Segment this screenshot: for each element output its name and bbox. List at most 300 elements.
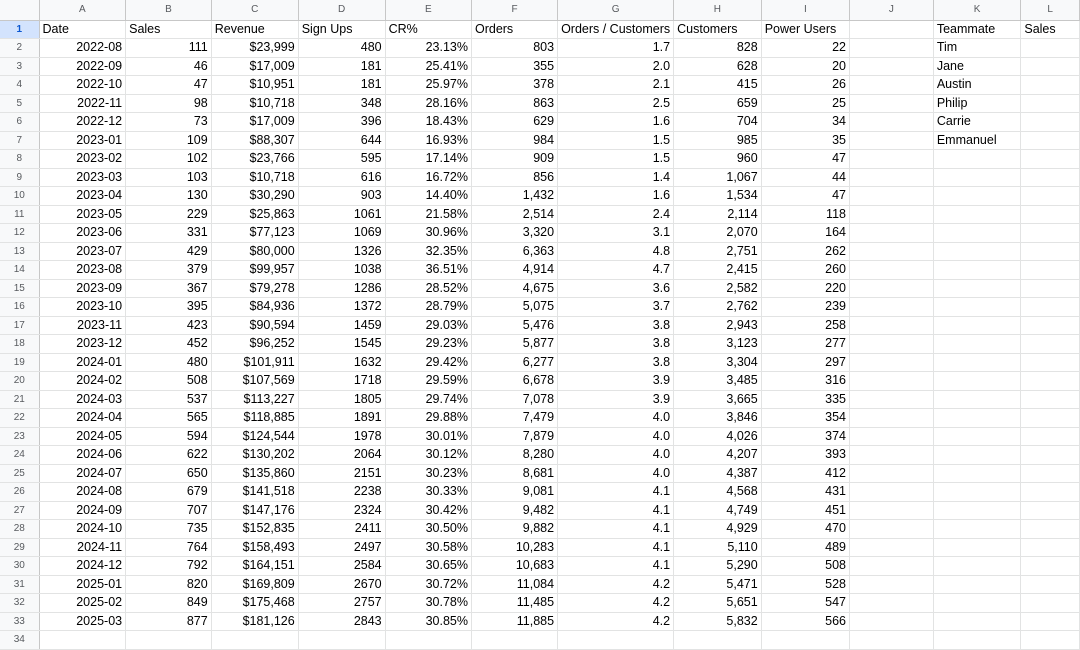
cell[interactable]: 644 bbox=[298, 131, 385, 150]
cell[interactable] bbox=[849, 612, 933, 631]
cell[interactable]: 4,675 bbox=[471, 279, 557, 298]
cell[interactable] bbox=[849, 483, 933, 502]
cell[interactable]: 792 bbox=[126, 557, 212, 576]
select-all-corner[interactable] bbox=[0, 0, 39, 20]
cell[interactable] bbox=[933, 390, 1021, 409]
row-number[interactable]: 23 bbox=[0, 427, 39, 446]
cell[interactable]: 109 bbox=[126, 131, 212, 150]
cell[interactable]: $10,718 bbox=[211, 168, 298, 187]
cell[interactable]: $152,835 bbox=[211, 520, 298, 539]
cell[interactable] bbox=[674, 631, 762, 650]
cell[interactable]: 3.8 bbox=[558, 316, 674, 335]
cell[interactable]: 659 bbox=[674, 94, 762, 113]
cell[interactable]: 628 bbox=[674, 57, 762, 76]
cell[interactable]: 396 bbox=[298, 113, 385, 132]
cell[interactable] bbox=[933, 612, 1021, 631]
cell[interactable]: 2023-11 bbox=[39, 316, 126, 335]
cell[interactable]: 348 bbox=[298, 94, 385, 113]
cell[interactable]: 2064 bbox=[298, 446, 385, 465]
cell[interactable]: 2022-09 bbox=[39, 57, 126, 76]
row-number[interactable]: 2 bbox=[0, 39, 39, 58]
cell[interactable] bbox=[1021, 76, 1080, 95]
cell[interactable] bbox=[849, 39, 933, 58]
cell[interactable]: 480 bbox=[126, 353, 212, 372]
cell[interactable] bbox=[471, 631, 557, 650]
cell[interactable] bbox=[1021, 575, 1080, 594]
row-number[interactable]: 10 bbox=[0, 187, 39, 206]
cell[interactable]: 73 bbox=[126, 113, 212, 132]
cell[interactable]: $79,278 bbox=[211, 279, 298, 298]
cell[interactable]: 30.72% bbox=[385, 575, 471, 594]
cell[interactable]: 3,485 bbox=[674, 372, 762, 391]
cell[interactable]: 2024-06 bbox=[39, 446, 126, 465]
cell[interactable]: 9,882 bbox=[471, 520, 557, 539]
cell[interactable]: 9,482 bbox=[471, 501, 557, 520]
cell[interactable]: 11,485 bbox=[471, 594, 557, 613]
cell[interactable] bbox=[849, 501, 933, 520]
cell[interactable]: 3,665 bbox=[674, 390, 762, 409]
cell[interactable]: 595 bbox=[298, 150, 385, 169]
cell[interactable]: 393 bbox=[761, 446, 849, 465]
header-cell[interactable]: Sign Ups bbox=[298, 20, 385, 39]
cell[interactable] bbox=[1021, 224, 1080, 243]
cell[interactable]: 335 bbox=[761, 390, 849, 409]
cell[interactable]: 679 bbox=[126, 483, 212, 502]
cell[interactable] bbox=[933, 594, 1021, 613]
cell[interactable]: 9,081 bbox=[471, 483, 557, 502]
cell[interactable] bbox=[933, 557, 1021, 576]
cell[interactable] bbox=[1021, 39, 1080, 58]
cell[interactable]: 2324 bbox=[298, 501, 385, 520]
cell[interactable]: 7,078 bbox=[471, 390, 557, 409]
row-number[interactable]: 8 bbox=[0, 150, 39, 169]
cell[interactable] bbox=[933, 242, 1021, 261]
cell[interactable] bbox=[849, 150, 933, 169]
row-number[interactable]: 27 bbox=[0, 501, 39, 520]
row-number[interactable]: 28 bbox=[0, 520, 39, 539]
row-number[interactable]: 33 bbox=[0, 612, 39, 631]
column-header[interactable]: C bbox=[211, 0, 298, 20]
cell[interactable]: 2024-11 bbox=[39, 538, 126, 557]
cell[interactable]: Emmanuel bbox=[933, 131, 1021, 150]
cell[interactable]: 489 bbox=[761, 538, 849, 557]
cell[interactable] bbox=[933, 187, 1021, 206]
cell[interactable]: 1326 bbox=[298, 242, 385, 261]
cell[interactable]: 1038 bbox=[298, 261, 385, 280]
cell[interactable]: 1459 bbox=[298, 316, 385, 335]
cell[interactable]: 2023-04 bbox=[39, 187, 126, 206]
cell[interactable]: 2023-06 bbox=[39, 224, 126, 243]
cell[interactable] bbox=[1021, 446, 1080, 465]
cell[interactable]: 2022-12 bbox=[39, 113, 126, 132]
cell[interactable] bbox=[933, 427, 1021, 446]
cell[interactable]: 537 bbox=[126, 390, 212, 409]
cell[interactable]: 4,914 bbox=[471, 261, 557, 280]
cell[interactable]: 47 bbox=[126, 76, 212, 95]
cell[interactable]: 480 bbox=[298, 39, 385, 58]
header-cell[interactable]: Customers bbox=[674, 20, 762, 39]
column-header[interactable]: F bbox=[471, 0, 557, 20]
cell[interactable]: 5,290 bbox=[674, 557, 762, 576]
cell[interactable]: 2670 bbox=[298, 575, 385, 594]
cell[interactable] bbox=[849, 594, 933, 613]
cell[interactable]: 30.50% bbox=[385, 520, 471, 539]
cell[interactable]: 828 bbox=[674, 39, 762, 58]
cell[interactable]: $158,493 bbox=[211, 538, 298, 557]
cell[interactable]: 2238 bbox=[298, 483, 385, 502]
cell[interactable]: 2,762 bbox=[674, 298, 762, 317]
cell[interactable]: 4.8 bbox=[558, 242, 674, 261]
cell[interactable] bbox=[933, 575, 1021, 594]
row-number[interactable]: 3 bbox=[0, 57, 39, 76]
cell[interactable]: 2022-11 bbox=[39, 94, 126, 113]
header-cell[interactable]: Revenue bbox=[211, 20, 298, 39]
cell[interactable] bbox=[1021, 464, 1080, 483]
cell[interactable]: 3,304 bbox=[674, 353, 762, 372]
cell[interactable]: $17,009 bbox=[211, 57, 298, 76]
column-header[interactable]: H bbox=[674, 0, 762, 20]
cell[interactable]: 118 bbox=[761, 205, 849, 224]
cell[interactable]: 7,479 bbox=[471, 409, 557, 428]
cell[interactable]: $96,252 bbox=[211, 335, 298, 354]
cell[interactable]: 5,832 bbox=[674, 612, 762, 631]
cell[interactable]: 3,846 bbox=[674, 409, 762, 428]
cell[interactable]: 2024-10 bbox=[39, 520, 126, 539]
cell[interactable]: 803 bbox=[471, 39, 557, 58]
cell[interactable]: 1545 bbox=[298, 335, 385, 354]
cell[interactable]: 395 bbox=[126, 298, 212, 317]
cell[interactable]: 1.6 bbox=[558, 187, 674, 206]
cell[interactable]: 470 bbox=[761, 520, 849, 539]
row-number[interactable]: 11 bbox=[0, 205, 39, 224]
cell[interactable] bbox=[1021, 631, 1080, 650]
cell[interactable]: 11,084 bbox=[471, 575, 557, 594]
cell[interactable]: 2024-03 bbox=[39, 390, 126, 409]
row-number[interactable]: 25 bbox=[0, 464, 39, 483]
cell[interactable]: 508 bbox=[126, 372, 212, 391]
cell[interactable]: 2757 bbox=[298, 594, 385, 613]
cell[interactable]: 985 bbox=[674, 131, 762, 150]
header-cell[interactable]: Orders bbox=[471, 20, 557, 39]
cell[interactable]: 1.5 bbox=[558, 150, 674, 169]
cell[interactable]: 2,943 bbox=[674, 316, 762, 335]
cell[interactable]: 622 bbox=[126, 446, 212, 465]
cell[interactable]: 7,879 bbox=[471, 427, 557, 446]
cell[interactable]: 14.40% bbox=[385, 187, 471, 206]
cell[interactable]: 2022-10 bbox=[39, 76, 126, 95]
cell[interactable]: 2411 bbox=[298, 520, 385, 539]
cell[interactable]: $135,860 bbox=[211, 464, 298, 483]
cell[interactable]: 849 bbox=[126, 594, 212, 613]
cell[interactable]: $169,809 bbox=[211, 575, 298, 594]
row-number[interactable]: 12 bbox=[0, 224, 39, 243]
cell[interactable]: $141,518 bbox=[211, 483, 298, 502]
cell[interactable]: 2.5 bbox=[558, 94, 674, 113]
cell[interactable] bbox=[1021, 94, 1080, 113]
cell[interactable]: 1,067 bbox=[674, 168, 762, 187]
cell[interactable]: 30.01% bbox=[385, 427, 471, 446]
cell[interactable]: 4.7 bbox=[558, 261, 674, 280]
cell[interactable] bbox=[761, 631, 849, 650]
column-header[interactable]: I bbox=[761, 0, 849, 20]
cell[interactable]: $80,000 bbox=[211, 242, 298, 261]
cell[interactable]: 4,568 bbox=[674, 483, 762, 502]
cell[interactable]: 3,320 bbox=[471, 224, 557, 243]
cell[interactable] bbox=[849, 187, 933, 206]
row-number[interactable]: 6 bbox=[0, 113, 39, 132]
row-number[interactable]: 20 bbox=[0, 372, 39, 391]
cell[interactable]: 6,363 bbox=[471, 242, 557, 261]
row-number[interactable]: 14 bbox=[0, 261, 39, 280]
cell[interactable] bbox=[1021, 113, 1080, 132]
cell[interactable]: 29.59% bbox=[385, 372, 471, 391]
cell[interactable] bbox=[849, 94, 933, 113]
cell[interactable] bbox=[849, 464, 933, 483]
cell[interactable]: Carrie bbox=[933, 113, 1021, 132]
cell[interactable]: 260 bbox=[761, 261, 849, 280]
cell[interactable] bbox=[849, 427, 933, 446]
cell[interactable] bbox=[1021, 353, 1080, 372]
cell[interactable]: 258 bbox=[761, 316, 849, 335]
row-number[interactable]: 15 bbox=[0, 279, 39, 298]
header-cell[interactable]: Teammate bbox=[933, 20, 1021, 39]
cell[interactable]: Philip bbox=[933, 94, 1021, 113]
cell[interactable]: 374 bbox=[761, 427, 849, 446]
cell[interactable]: 2023-09 bbox=[39, 279, 126, 298]
cell[interactable]: 4,207 bbox=[674, 446, 762, 465]
cell[interactable]: $10,951 bbox=[211, 76, 298, 95]
column-header[interactable]: D bbox=[298, 0, 385, 20]
cell[interactable] bbox=[1021, 279, 1080, 298]
cell[interactable]: 451 bbox=[761, 501, 849, 520]
cell[interactable] bbox=[385, 631, 471, 650]
cell[interactable]: 1978 bbox=[298, 427, 385, 446]
cell[interactable] bbox=[1021, 316, 1080, 335]
cell[interactable] bbox=[849, 316, 933, 335]
row-number[interactable]: 30 bbox=[0, 557, 39, 576]
cell[interactable]: 17.14% bbox=[385, 150, 471, 169]
cell[interactable]: 1372 bbox=[298, 298, 385, 317]
cell[interactable]: 379 bbox=[126, 261, 212, 280]
cell[interactable] bbox=[933, 501, 1021, 520]
column-header[interactable]: A bbox=[39, 0, 126, 20]
cell[interactable]: 30.58% bbox=[385, 538, 471, 557]
column-header[interactable]: J bbox=[849, 0, 933, 20]
cell[interactable]: 316 bbox=[761, 372, 849, 391]
cell[interactable]: 2584 bbox=[298, 557, 385, 576]
cell[interactable]: 47 bbox=[761, 150, 849, 169]
cell[interactable] bbox=[933, 464, 1021, 483]
cell[interactable]: 47 bbox=[761, 187, 849, 206]
cell[interactable]: 3.6 bbox=[558, 279, 674, 298]
cell[interactable]: 4.0 bbox=[558, 409, 674, 428]
cell[interactable]: 28.79% bbox=[385, 298, 471, 317]
row-number[interactable]: 5 bbox=[0, 94, 39, 113]
cell[interactable]: 181 bbox=[298, 76, 385, 95]
cell[interactable]: 8,280 bbox=[471, 446, 557, 465]
cell[interactable]: 2024-09 bbox=[39, 501, 126, 520]
cell[interactable]: $113,227 bbox=[211, 390, 298, 409]
cell[interactable]: 18.43% bbox=[385, 113, 471, 132]
cell[interactable]: 4.2 bbox=[558, 594, 674, 613]
cell[interactable]: 355 bbox=[471, 57, 557, 76]
cell[interactable] bbox=[849, 224, 933, 243]
cell[interactable] bbox=[849, 131, 933, 150]
cell[interactable]: 29.42% bbox=[385, 353, 471, 372]
cell[interactable]: 565 bbox=[126, 409, 212, 428]
cell[interactable]: 2843 bbox=[298, 612, 385, 631]
cell[interactable]: $130,202 bbox=[211, 446, 298, 465]
cell[interactable]: 8,681 bbox=[471, 464, 557, 483]
cell[interactable]: 4,749 bbox=[674, 501, 762, 520]
cell[interactable]: 4.1 bbox=[558, 557, 674, 576]
cell[interactable]: 30.85% bbox=[385, 612, 471, 631]
column-header[interactable]: E bbox=[385, 0, 471, 20]
row-number[interactable]: 21 bbox=[0, 390, 39, 409]
cell[interactable] bbox=[933, 224, 1021, 243]
cell[interactable]: 856 bbox=[471, 168, 557, 187]
cell[interactable]: 32.35% bbox=[385, 242, 471, 261]
cell[interactable]: 4,026 bbox=[674, 427, 762, 446]
cell[interactable]: 5,476 bbox=[471, 316, 557, 335]
cell[interactable]: 6,277 bbox=[471, 353, 557, 372]
cell[interactable]: 594 bbox=[126, 427, 212, 446]
cell[interactable]: 528 bbox=[761, 575, 849, 594]
cell[interactable]: 4.2 bbox=[558, 612, 674, 631]
cell[interactable]: 3,123 bbox=[674, 335, 762, 354]
cell[interactable]: 3.7 bbox=[558, 298, 674, 317]
cell[interactable]: 2.4 bbox=[558, 205, 674, 224]
cell[interactable]: $164,151 bbox=[211, 557, 298, 576]
cell[interactable]: 1632 bbox=[298, 353, 385, 372]
cell[interactable] bbox=[933, 631, 1021, 650]
cell[interactable]: 29.03% bbox=[385, 316, 471, 335]
cell[interactable] bbox=[933, 261, 1021, 280]
cell[interactable] bbox=[849, 76, 933, 95]
cell[interactable]: 29.23% bbox=[385, 335, 471, 354]
cell[interactable]: 4.0 bbox=[558, 446, 674, 465]
cell[interactable]: 354 bbox=[761, 409, 849, 428]
cell[interactable]: 863 bbox=[471, 94, 557, 113]
row-number[interactable]: 4 bbox=[0, 76, 39, 95]
cell[interactable]: 103 bbox=[126, 168, 212, 187]
row-number[interactable]: 34 bbox=[0, 631, 39, 650]
cell[interactable]: 508 bbox=[761, 557, 849, 576]
cell[interactable]: 239 bbox=[761, 298, 849, 317]
cell[interactable] bbox=[933, 168, 1021, 187]
cell[interactable]: 616 bbox=[298, 168, 385, 187]
cell[interactable]: Jane bbox=[933, 57, 1021, 76]
cell[interactable]: 130 bbox=[126, 187, 212, 206]
cell[interactable] bbox=[1021, 427, 1080, 446]
cell[interactable] bbox=[1021, 168, 1080, 187]
cell[interactable]: 4.2 bbox=[558, 575, 674, 594]
cell[interactable] bbox=[849, 520, 933, 539]
cell[interactable]: 3.9 bbox=[558, 390, 674, 409]
cell[interactable]: 28.16% bbox=[385, 94, 471, 113]
cell[interactable] bbox=[1021, 538, 1080, 557]
cell[interactable]: 35 bbox=[761, 131, 849, 150]
cell[interactable] bbox=[849, 538, 933, 557]
cell[interactable] bbox=[849, 279, 933, 298]
cell[interactable] bbox=[1021, 335, 1080, 354]
cell[interactable] bbox=[1021, 131, 1080, 150]
cell[interactable]: 909 bbox=[471, 150, 557, 169]
cell[interactable]: 29.88% bbox=[385, 409, 471, 428]
cell[interactable]: 4.1 bbox=[558, 501, 674, 520]
cell[interactable]: 2,415 bbox=[674, 261, 762, 280]
cell[interactable]: 1.6 bbox=[558, 113, 674, 132]
cell[interactable]: 30.96% bbox=[385, 224, 471, 243]
cell[interactable] bbox=[1021, 187, 1080, 206]
cell[interactable] bbox=[849, 353, 933, 372]
cell[interactable] bbox=[933, 298, 1021, 317]
cell[interactable]: 111 bbox=[126, 39, 212, 58]
row-number[interactable]: 17 bbox=[0, 316, 39, 335]
cell[interactable] bbox=[1021, 150, 1080, 169]
cell[interactable]: 4,929 bbox=[674, 520, 762, 539]
cell[interactable]: 1061 bbox=[298, 205, 385, 224]
cell[interactable]: $17,009 bbox=[211, 113, 298, 132]
cell[interactable] bbox=[849, 335, 933, 354]
cell[interactable] bbox=[933, 353, 1021, 372]
cell[interactable]: 2023-03 bbox=[39, 168, 126, 187]
row-number[interactable]: 31 bbox=[0, 575, 39, 594]
cell[interactable]: 1891 bbox=[298, 409, 385, 428]
cell[interactable]: 331 bbox=[126, 224, 212, 243]
cell[interactable]: 2151 bbox=[298, 464, 385, 483]
cell[interactable] bbox=[933, 409, 1021, 428]
cell[interactable]: 30.33% bbox=[385, 483, 471, 502]
cell[interactable]: 4,387 bbox=[674, 464, 762, 483]
cell[interactable]: 2024-01 bbox=[39, 353, 126, 372]
cell[interactable]: 20 bbox=[761, 57, 849, 76]
cell[interactable]: 378 bbox=[471, 76, 557, 95]
cell[interactable]: 30.42% bbox=[385, 501, 471, 520]
cell[interactable] bbox=[39, 631, 126, 650]
cell[interactable]: $118,885 bbox=[211, 409, 298, 428]
cell[interactable] bbox=[1021, 483, 1080, 502]
cell[interactable]: 629 bbox=[471, 113, 557, 132]
cell[interactable] bbox=[849, 113, 933, 132]
cell[interactable]: 367 bbox=[126, 279, 212, 298]
cell[interactable] bbox=[211, 631, 298, 650]
cell[interactable]: 2023-08 bbox=[39, 261, 126, 280]
header-cell[interactable]: Sales bbox=[1021, 20, 1080, 39]
cell[interactable] bbox=[849, 298, 933, 317]
cell[interactable]: 650 bbox=[126, 464, 212, 483]
cell[interactable] bbox=[1021, 57, 1080, 76]
header-cell[interactable] bbox=[849, 20, 933, 39]
header-cell[interactable]: Sales bbox=[126, 20, 212, 39]
cell[interactable]: 1.7 bbox=[558, 39, 674, 58]
cell[interactable]: 960 bbox=[674, 150, 762, 169]
cell[interactable]: 1069 bbox=[298, 224, 385, 243]
row-number[interactable]: 1 bbox=[0, 20, 39, 39]
cell[interactable]: 903 bbox=[298, 187, 385, 206]
cell[interactable]: 877 bbox=[126, 612, 212, 631]
row-number[interactable]: 22 bbox=[0, 409, 39, 428]
cell[interactable]: 3.8 bbox=[558, 353, 674, 372]
cell[interactable]: 707 bbox=[126, 501, 212, 520]
cell[interactable]: 547 bbox=[761, 594, 849, 613]
cell[interactable]: 5,651 bbox=[674, 594, 762, 613]
cell[interactable]: 2025-02 bbox=[39, 594, 126, 613]
cell[interactable]: 2,114 bbox=[674, 205, 762, 224]
cell[interactable]: 452 bbox=[126, 335, 212, 354]
cell[interactable] bbox=[849, 446, 933, 465]
cell[interactable]: 984 bbox=[471, 131, 557, 150]
